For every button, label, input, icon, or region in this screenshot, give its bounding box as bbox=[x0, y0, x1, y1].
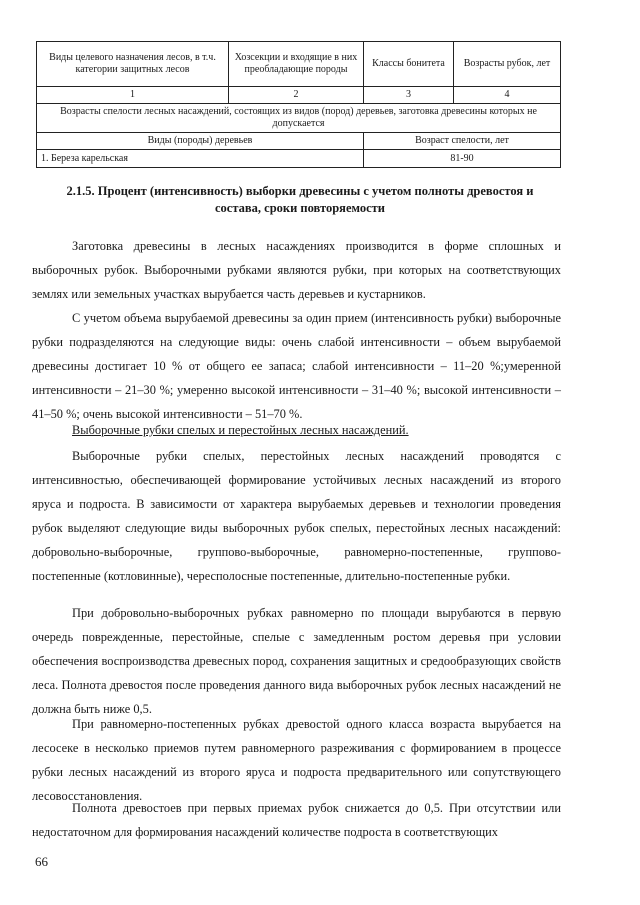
table-subheader-age: Возраст спелости, лет bbox=[364, 133, 561, 150]
subheading: Выборочные рубки спелых и перестойных лесных насаждений. bbox=[72, 423, 409, 437]
ages-table bbox=[36, 41, 561, 168]
paragraph: При добровольно-выборочных рубках равномерно по площади вырубаются в первую очередь поврежденные, перестойные, спелые с замедленным ростом деревья при условии обеспечения воспроизводства древесных пород, сохранения защитных и средообразующих свойств леса. Полнота древостоя после проведения данного вида выборочных рубок лесных насаждений не должна быть ниже 0,5. bbox=[32, 606, 561, 716]
paragraph: Заготовка древесины в лесных насаждениях производится в форме сплошных и выборочных рубок. Выборочными рубками являются рубки, при которых на соответствующих землях или земельных участках вырубается часть деревьев и кустарников. bbox=[32, 239, 561, 301]
table-header-cell: Классы бонитета bbox=[364, 42, 454, 87]
column-number: 3 bbox=[364, 87, 454, 104]
column-number: 4 bbox=[454, 87, 561, 104]
paragraph: При равномерно-постепенных рубках древостой одного класса возраста вырубается на лесосеке в несколько приемов путем равномерного разреживания с формированием в процессе рубки лесных насаждений из второго яруса и подроста предварительного или сопутствующего лесовосстановления. bbox=[32, 717, 561, 803]
column-number: 2 bbox=[229, 87, 364, 104]
table-cell-age: 81-90 bbox=[364, 150, 561, 168]
table-header-cell: Хозсекции и входящие в них преобладающие породы bbox=[229, 42, 364, 87]
table-section-row bbox=[37, 104, 561, 133]
column-number: 1 bbox=[37, 87, 229, 104]
table-subheader-row bbox=[37, 133, 561, 150]
table-header-cell: Виды целевого назначения лесов, в т.ч. категории защитных лесов bbox=[37, 42, 229, 87]
table-section-title: Возрасты спелости лесных насаждений, состоящих из видов (пород) деревьев, заготовка древесины которых не допускается bbox=[37, 104, 561, 133]
table-cell-species: 1. Береза карельская bbox=[37, 150, 364, 168]
section-heading: 2.1.5. Процент (интенсивность) выборки древесины с учетом полноты древостоя и состава, сроки повторяемости bbox=[66, 184, 534, 215]
table-row bbox=[37, 150, 561, 168]
table-header-row bbox=[37, 42, 561, 87]
paragraph: Выборочные рубки спелых, перестойных лесных насаждений проводятся с интенсивностью, обеспечивающей формирование устойчивых лесных насаждений из второго яруса и подроста. В зависимости от характера вырубаемых деревьев и технологии проведения рубок выделяют следующие виды выборочных рубок спелых, перестойных лесных насаждений: добровольно-выборочные, группово-выборочные, равномерно-постепенные, группово-постепенные (котловинные), чересполосные постепенные, длительно-постепенные рубки. bbox=[32, 449, 561, 583]
page-number: 66 bbox=[35, 854, 48, 869]
table-column-numbers-row bbox=[37, 87, 561, 104]
table-header-cell: Возрасты рубок, лет bbox=[454, 42, 561, 87]
table-subheader-species: Виды (породы) деревьев bbox=[37, 133, 364, 150]
paragraph: Полнота древостоев при первых приемах рубок снижается до 0,5. При отсутствии или недостаточном для формирования насаждений количестве подроста в соответствующих bbox=[32, 801, 561, 839]
paragraph: С учетом объема вырубаемой древесины за один прием (интенсивность рубки) выборочные рубки подразделяются на следующие виды: очень слабой интенсивности – объем вырубаемой древесины достигает 10 % от общего ее запаса; слабой интенсивности – 11–20 %;умеренной интенсивности – 21–30 %; умеренно высокой интенсивности – 31–40 %; высокой интенсивности – 41–50 %; очень высокой интенсивности – 51–70 %. bbox=[32, 311, 561, 421]
